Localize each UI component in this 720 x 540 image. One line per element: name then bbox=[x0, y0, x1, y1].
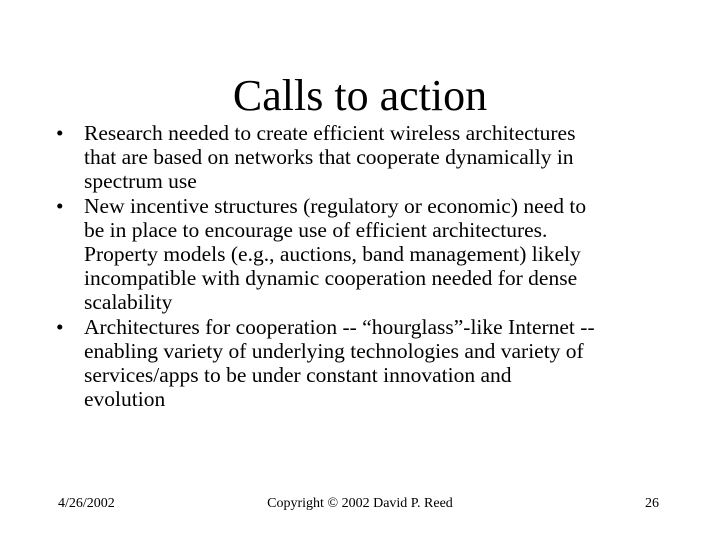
bullet-line: Architectures for cooperation -- “hourglass”-like Internet -- bbox=[84, 314, 595, 339]
bullet-line: be in place to encourage use of efficient architectures. bbox=[84, 217, 548, 242]
bullet-list bbox=[56, 121, 656, 411]
bullet-icon: • bbox=[56, 121, 64, 145]
bullet-item-1 bbox=[56, 121, 656, 194]
bullet-text-2 bbox=[84, 194, 656, 315]
bullet-line: spectrum use bbox=[84, 169, 197, 194]
bullet-line: Property models (e.g., auctions, band management) likely bbox=[84, 242, 581, 267]
bullet-icon: • bbox=[56, 314, 64, 339]
bullet-line: New incentive structures (regulatory or economic) need to bbox=[84, 193, 587, 218]
bullet-line: evolution bbox=[84, 387, 166, 412]
bullet-line: services/apps to be under constant innovation and bbox=[84, 363, 512, 388]
page-number: 26 bbox=[645, 496, 659, 511]
bullet-text-1 bbox=[84, 121, 656, 194]
footer-copyright: Copyright © 2002 David P. Reed bbox=[267, 496, 453, 511]
bullet-line: Research needed to create efficient wireless architectures bbox=[84, 121, 576, 145]
bullet-line: that are based on networks that cooperate dynamically in bbox=[84, 145, 574, 170]
bullet-icon: • bbox=[56, 193, 64, 218]
bullet-item-2 bbox=[56, 194, 656, 315]
bullet-item-3 bbox=[56, 315, 656, 412]
bullet-line: enabling variety of underlying technologies and variety of bbox=[84, 338, 584, 363]
footer-date: 4/26/2002 bbox=[58, 496, 115, 511]
slide-title: Calls to action bbox=[232, 71, 488, 120]
bullet-text-3 bbox=[84, 315, 656, 412]
bullet-line: scalability bbox=[84, 290, 173, 315]
bullet-line: incompatible with dynamic cooperation needed for dense bbox=[84, 266, 578, 291]
